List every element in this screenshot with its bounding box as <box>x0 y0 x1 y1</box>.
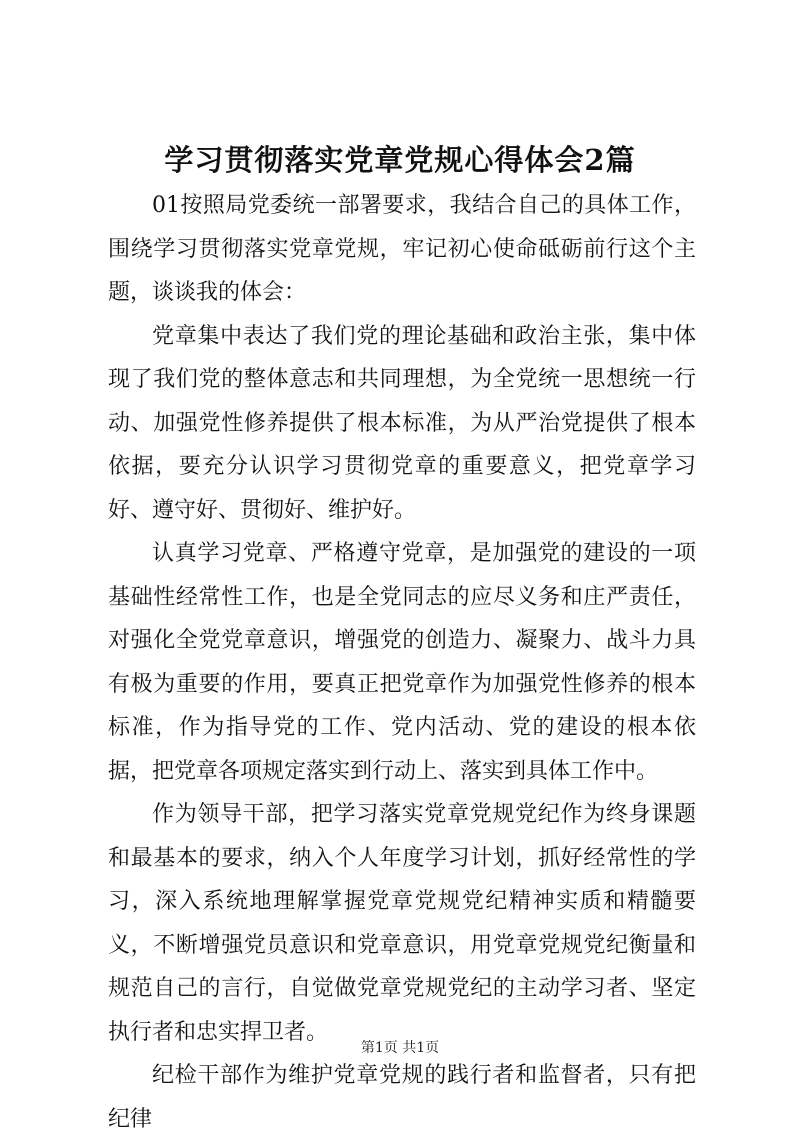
paragraph-discipline-cadre: 纪检干部作为维护党章党规的践行者和监督者，只有把纪律 <box>108 1063 696 1132</box>
document-title: 学习贯彻落实党章党规心得体会2篇 <box>164 143 636 177</box>
paragraph-party-constitution: 党章集中表达了我们党的理论基础和政治主张，集中体现了我们党的整体意志和共同理想，为全党统一思想统一行动、加强党性修养提供了根本标准，为从严治党提供了根本依据，要充分认识学习贯彻党章的重要意义，把党章学习好、遵守好、贯彻好、维护好。 <box>108 323 696 523</box>
document-body <box>108 184 696 1141</box>
page-footer: 第1页 共1页 <box>360 1040 440 1056</box>
paragraph-leading-cadre: 作为领导干部，把学习落实党章党规党纪作为终身课题和最基本的要求，纳入个人年度学习计划，抓好经常性的学习，深入系统地理解掌握党章党规党纪精神实质和精髓要义，不断增强党员意识和党章意识，用党章党规党纪衡量和规范自己的言行，自觉做党章党规党纪的主动学习者、坚定执行者和忠实捍卫者。 <box>108 802 696 1045</box>
paragraph-intro: 01按照局党委统一部署要求，我结合自己的具体工作，围绕学习贯彻落实党章党规，牢记初心使命砥砺前行这个主题，谈谈我的体会： <box>108 193 696 305</box>
paragraph-study-constitution: 认真学习党章、严格遵守党章，是加强党的建设的一项基础性经常性工作，也是全党同志的应尽义务和庄严责任，对强化全党党章意识，增强党的创造力、凝聚力、战斗力具有极为重要的作用，要真正把党章作为加强党性修养的根本标准，作为指导党的工作、党内活动、党的建设的根本依据，把党章各项规定落实到行动上、落实到具体工作中。 <box>108 541 696 784</box>
